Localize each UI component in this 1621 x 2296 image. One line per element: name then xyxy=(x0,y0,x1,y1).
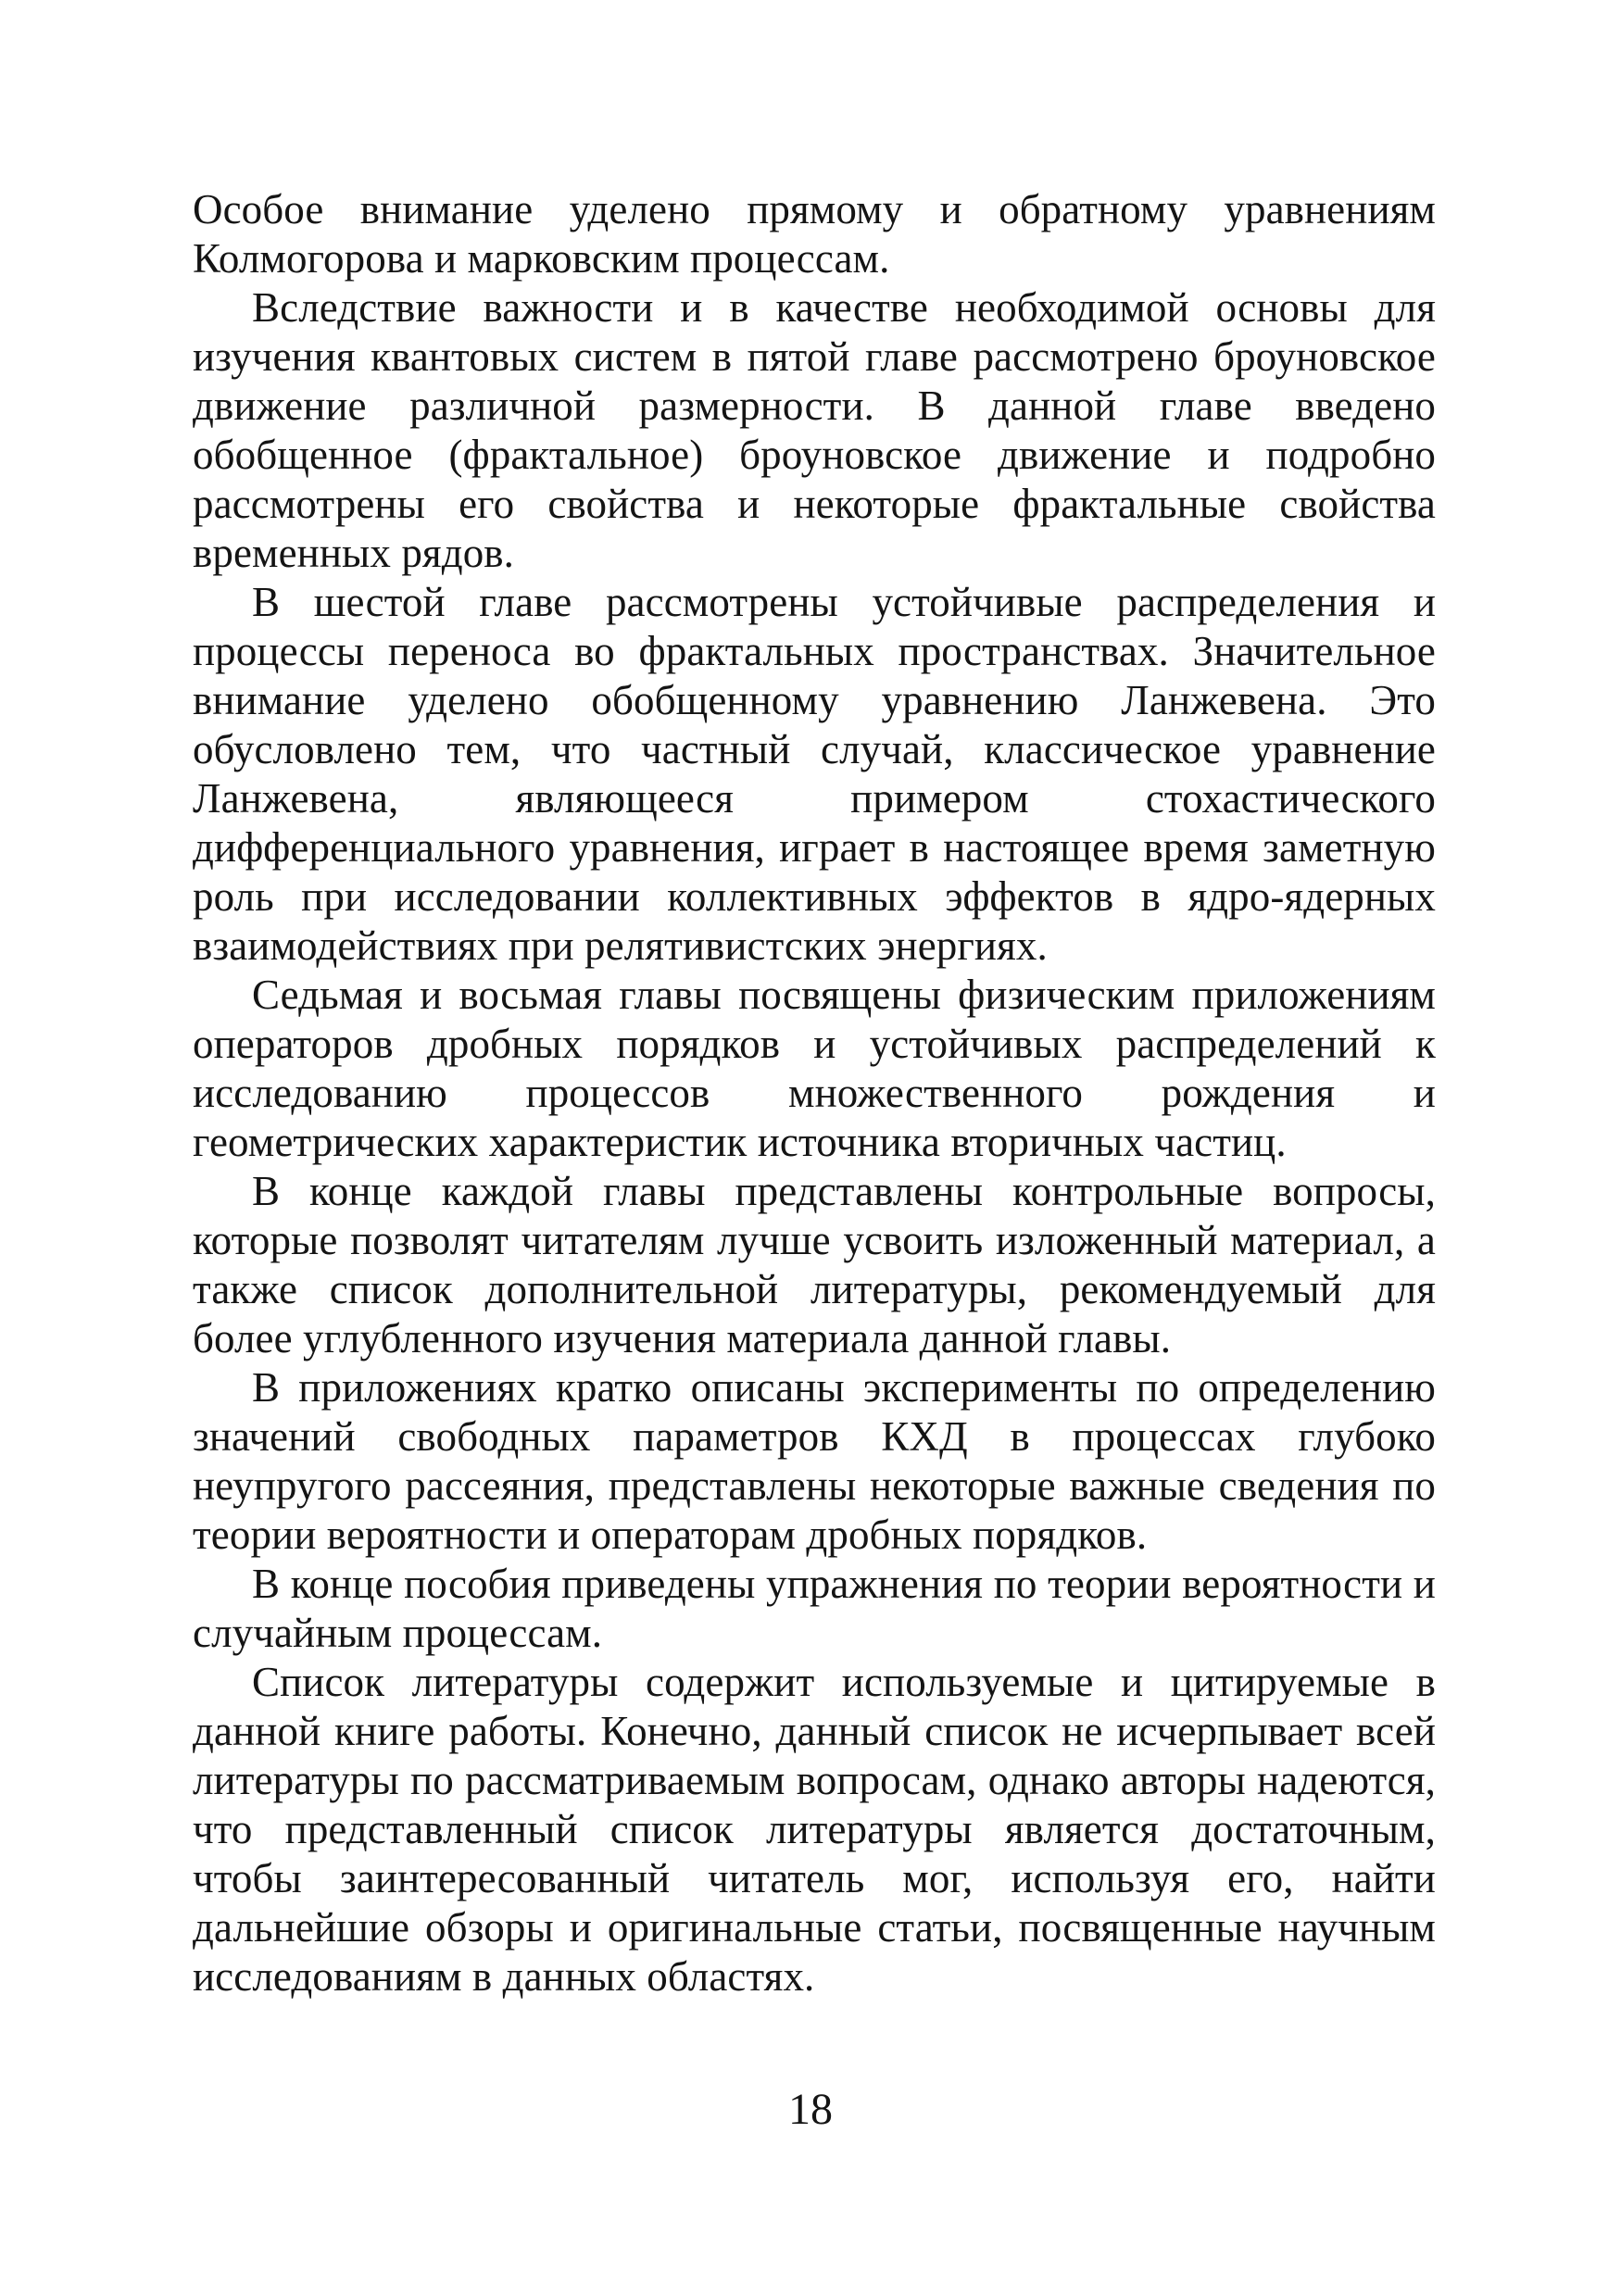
paragraph-brownian-motion: Вследствие важности и в качестве необходимой основы для изучения квантовых систем в пятой главе рассмотрено броуновское движение различной размерности. В данной главе введено обобщенное (фрактальное) броуновское движение и подробно рассмотрены его свойства и некоторые фрактальные свойства временных рядов. xyxy=(193,284,1436,576)
paragraph-chapters-seven-eight: Седьмая и восьмая главы посвящены физическим приложениям операторов дробных порядков и устойчивых распределений к исследованию процессов множественного рождения и геометрических характеристик источника вторичных частиц. xyxy=(193,972,1436,1165)
paragraph-exercises: В конце пособия приведены упражнения по теории вероятности и случайным процессам. xyxy=(193,1561,1436,1656)
paragraph-kolmogorov: Особое внимание уделено прямому и обратному уравнениям Колмогорова и марковским процессам. xyxy=(193,186,1436,282)
paragraph-appendices: В приложениях кратко описаны эксперименты по определению значений свободных параметров КХД в процессах глубоко неупругого рассеяния, представлены некоторые важные сведения по теории вероятности и операторам дробных порядков. xyxy=(193,1364,1436,1558)
paragraph-langevin: В шестой главе рассмотрены устойчивые распределения и процессы переноса во фрактальных пространствах. Значительное внимание уделено обобщенному уравнению Ланжевена. Это обусловлено тем, что частный случай, классическое уравнение Ланжевена, являющееся примером стохастического дифференциального уравнения, играет в настоящее время заметную роль при исследовании коллективных эффектов в ядро-ядерных взаимодействиях при релятивистских энергиях. xyxy=(193,579,1436,969)
page-number: 18 xyxy=(788,2085,833,2134)
paragraph-bibliography: Список литературы содержит используемые и цитируемые в данной книге работы. Конечно, данный список не исчерпывает всей литературы по рассматриваемым вопросам, однако авторы надеются, что представленный список литературы является достаточным, чтобы заинтересованный читатель мог, используя его, найти дальнейшие обзоры и оригинальные статьи, посвященные научным исследованиям в данных областях. xyxy=(193,1659,1436,2000)
paragraph-control-questions: В конце каждой главы представлены контрольные вопросы, которые позволят читателям лучше усвоить изложенный материал, а также список дополнительной литературы, рекомендуемый для более углубленного изучения материала данной главы. xyxy=(193,1168,1436,1361)
body-text xyxy=(193,185,1436,2001)
